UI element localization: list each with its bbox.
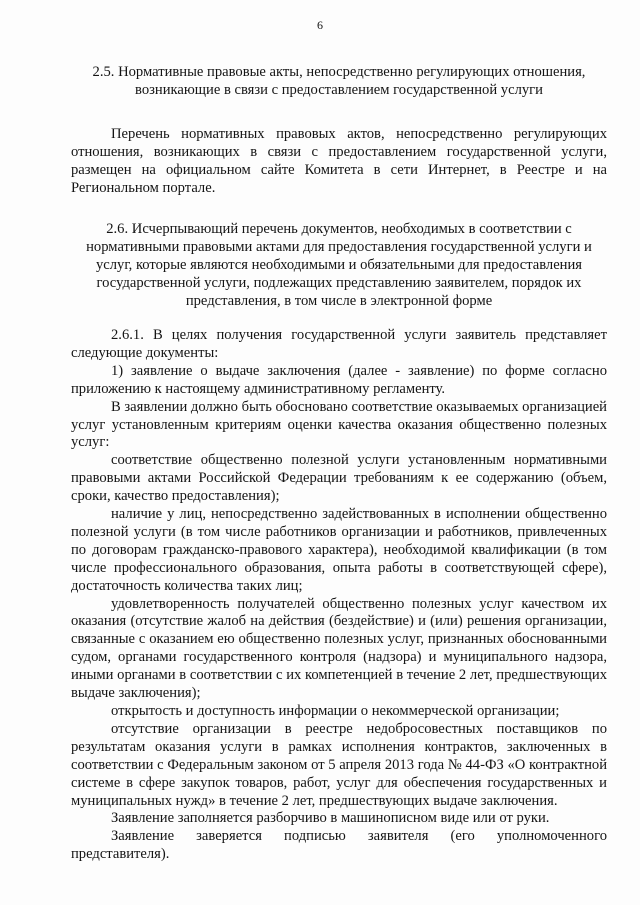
paragraph-item-1-application: 1) заявление о выдаче заключения (далее - заявление) по форме согласно приложению к настоящему административному регламенту.: [71, 362, 607, 397]
page-content: [71, 64, 607, 864]
section-2-5-heading: 2.5. Нормативные правовые акты, непосредственно регулирующих отношения, возникающие в связи с предоставлением государственной услуги: [92, 64, 586, 98]
section-2-6-heading: 2.6. Исчерпывающий перечень документов, необходимых в соответствии с нормативными правовыми актами для предоставления государственной услуги и услуг, которые являются необходимыми и обязательными для предоставления государственной услуги, подлежащих представлению заявителем, порядок их представления, в том числе в электронной форме: [86, 221, 592, 310]
section-2-5-paragraph: Перечень нормативных правовых актов, непосредственно регулирующих отношения, возникающих в связи с предоставлением государственной услуги, размещен на официальном сайте Комитета в сети Интернет, в Реестре и на Региональном портале.: [71, 125, 607, 196]
paragraph-2-6-1: 2.6.1. В целях получения государственной услуги заявитель представляет следующие документы:: [71, 326, 607, 361]
paragraph-signature: Заявление заверяется подписью заявителя (его уполномоченного представителя).: [71, 828, 607, 863]
paragraph-criterion-qualification: наличие у лиц, непосредственно задействованных в исполнении общественно полезной услуги (в том числе работников организации и работников, привлеченных по договорам гражданско-правового характера), необходимой квалификации (в том числе профессионального образования, опыта работы в соответствующей сфере), достаточность количества таких лиц;: [71, 506, 607, 594]
paragraph-criterion-compliance: соответствие общественно полезной услуги установленным нормативными правовыми актами Российской Федерации требованиям к ее содержанию (объем, сроки, качество предоставления);: [71, 452, 607, 505]
paragraph-fill-method: Заявление заполняется разборчиво в машинописном виде или от руки.: [111, 810, 550, 827]
paragraph-justification: В заявлении должно быть обосновано соответствие оказываемых организацией услуг установленным критериям оценки качества оказания общественно полезных услуг:: [71, 398, 607, 451]
paragraph-criterion-satisfaction: удовлетворенность получателей общественно полезных услуг качеством их оказания (отсутствие жалоб на действия (бездействие) и (или) решения организации, связанные с оказанием ею общественно полезных услуг, признанных обоснованными судом, органами государственного контроля (надзора) и муниципального надзора, иными органами в соответствии с их компетенцией в течение 2 лет, предшествующих выдаче заключения);: [71, 595, 607, 702]
page-number: 6: [317, 18, 323, 32]
paragraph-criterion-openness: открытость и доступность информации о некоммерческой организации;: [111, 703, 560, 719]
paragraph-criterion-registry: отсутствие организации в реестре недобросовестных поставщиков по результатам оказания услуги в рамках исполнения контрактов, заключенных в соответствии с Федеральным законом от 5 апреля 2013 года № 44-ФЗ «О контрактной системе в сфере закупок товаров, работ, услуг для обеспечения государственных и муниципальных нужд» в течение 2 лет, предшествующих выдаче заключения.: [71, 720, 607, 809]
